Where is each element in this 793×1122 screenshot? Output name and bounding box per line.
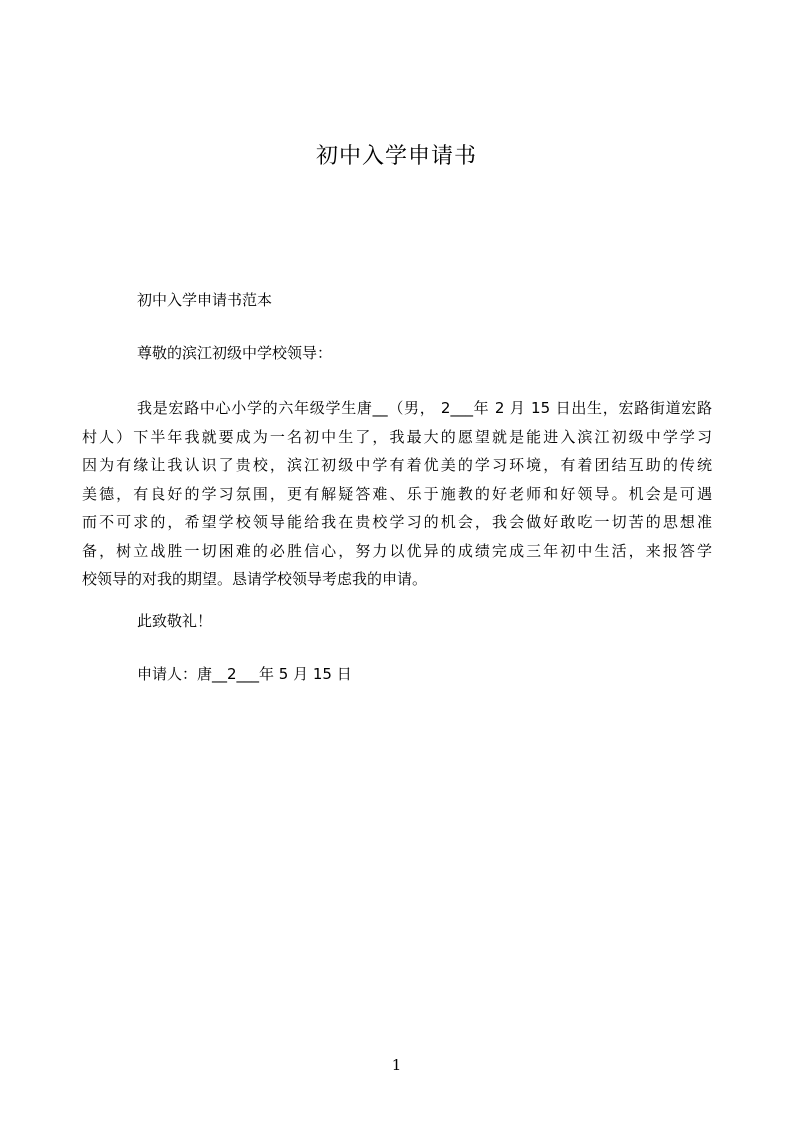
body-line: 而不可求的，希望学校领导能给我在贵校学习的机会，我会做好敢吃一切苦的思想准	[82, 513, 712, 531]
body-line: 因为有缘让我认识了贵校，滨江初级中学有着优美的学习环境，有着团结互助的传统	[82, 456, 712, 474]
body-line: 我是宏路中心小学的六年级学生唐__（男， 2___年 2 月 15 日出生，宏路街道宏路	[137, 399, 712, 417]
body-paragraph	[82, 394, 712, 594]
page-number: 1	[391, 1056, 402, 1074]
body-line: 村人）下半年我就要成为一名初中生了，我最大的愿望就是能进入滨江初级中学学习	[82, 427, 712, 446]
document-subtitle: 初中入学申请书范本	[137, 291, 273, 309]
salutation: 尊敬的滨江初级中学校领导：	[137, 344, 333, 362]
document-title: 初中入学申请书	[315, 144, 477, 169]
body-line: 美德，有良好的学习氛围，更有解疑答难、乐于施教的好老师和好领导。机会是可遇	[82, 484, 712, 503]
closing-line: 此致敬礼！	[137, 612, 213, 630]
body-line: 备，树立战胜一切困难的必胜信心，努力以优异的成绩完成三年初中生活，来报答学	[82, 541, 712, 560]
body-line: 校领导的对我的期望。恳请学校领导考虑我的申请。	[82, 570, 428, 588]
signature-line: 申请人：唐__2___年 5 月 15 日	[137, 665, 352, 683]
